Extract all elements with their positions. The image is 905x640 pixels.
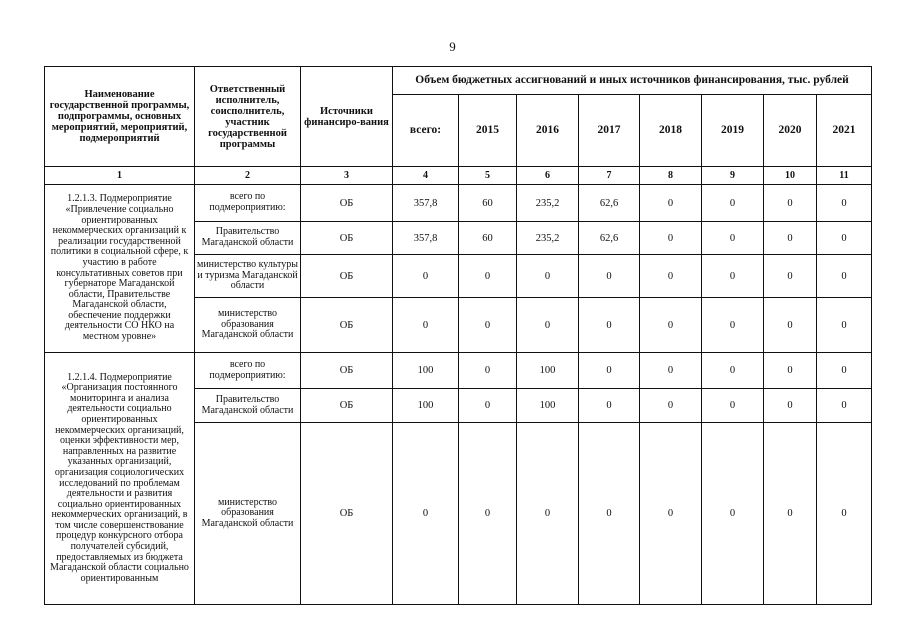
value-cell: 0 — [640, 255, 702, 298]
value-cell: 0 — [640, 298, 702, 353]
value-cell: 100 — [393, 389, 459, 423]
value-cell: 0 — [517, 298, 579, 353]
value-cell: 0 — [817, 353, 872, 389]
value-cell: 0 — [579, 353, 640, 389]
header-name: Наименование государственной программы, подпрограммы, основных мероприятий, мероприятий, подмероприятий — [45, 67, 195, 167]
source-cell: ОБ — [301, 423, 393, 605]
value-cell: 0 — [702, 298, 764, 353]
value-cell: 0 — [579, 389, 640, 423]
column-number: 3 — [301, 167, 393, 185]
value-cell: 0 — [817, 389, 872, 423]
value-cell: 357,8 — [393, 185, 459, 222]
column-numbers-row — [45, 167, 872, 185]
executor-cell: министерство образования Магаданской области — [195, 298, 301, 353]
value-cell: 0 — [764, 423, 817, 605]
source-cell: ОБ — [301, 222, 393, 255]
executor-cell: Правительство Магаданской области — [195, 222, 301, 255]
value-cell: 62,6 — [579, 222, 640, 255]
executor-cell: Правительство Магаданской области — [195, 389, 301, 423]
value-cell: 0 — [702, 255, 764, 298]
page-number: 9 — [449, 39, 456, 54]
value-cell: 0 — [459, 353, 517, 389]
value-cell: 0 — [817, 222, 872, 255]
value-cell: 62,6 — [579, 185, 640, 222]
column-number: 7 — [579, 167, 640, 185]
column-number: 5 — [459, 167, 517, 185]
value-cell: 0 — [764, 389, 817, 423]
source-cell: ОБ — [301, 185, 393, 222]
measure-name-cell: 1.2.1.4. Подмероприятие «Организация постоянного мониторинга и анализа деятельности социально ориентированных некоммерческих организаций, оценки эффективности мер, направленных на развитие указанных организаций, организация социологических исследований по проблемам деятельности и развития социально ориентированных некоммерческих организаций, в том числе совершенствование процедур конкурсного отбора получателей субсидий, предоставляемых из бюджета Магаданской области социально ориентированным — [45, 353, 195, 605]
source-cell: ОБ — [301, 255, 393, 298]
value-cell: 0 — [640, 185, 702, 222]
value-cell: 100 — [393, 353, 459, 389]
header-year: 2020 — [764, 95, 817, 167]
header-year: 2016 — [517, 95, 579, 167]
value-cell: 0 — [817, 185, 872, 222]
value-cell: 0 — [579, 255, 640, 298]
value-cell: 0 — [764, 222, 817, 255]
value-cell: 0 — [817, 423, 872, 605]
value-cell: 0 — [459, 389, 517, 423]
header-total: всего: — [393, 95, 459, 167]
executor-cell: всего по подмероприятию: — [195, 353, 301, 389]
value-cell: 0 — [393, 255, 459, 298]
header-year: 2018 — [640, 95, 702, 167]
column-number: 8 — [640, 167, 702, 185]
value-cell: 0 — [579, 298, 640, 353]
value-cell: 0 — [702, 222, 764, 255]
executor-cell: всего по подмероприятию: — [195, 185, 301, 222]
value-cell: 0 — [393, 298, 459, 353]
value-cell: 0 — [640, 222, 702, 255]
value-cell: 357,8 — [393, 222, 459, 255]
value-cell: 0 — [764, 353, 817, 389]
value-cell: 0 — [702, 423, 764, 605]
value-cell: 0 — [764, 185, 817, 222]
source-cell: ОБ — [301, 353, 393, 389]
value-cell: 0 — [459, 255, 517, 298]
column-number: 1 — [45, 167, 195, 185]
value-cell: 0 — [702, 185, 764, 222]
value-cell: 0 — [459, 298, 517, 353]
value-cell: 0 — [817, 255, 872, 298]
header-year: 2015 — [459, 95, 517, 167]
value-cell: 0 — [817, 298, 872, 353]
value-cell: 235,2 — [517, 222, 579, 255]
value-cell: 0 — [764, 255, 817, 298]
value-cell: 0 — [393, 423, 459, 605]
executor-cell: министерство культуры и туризма Магаданской области — [195, 255, 301, 298]
header-executor: Ответственный исполнитель, соисполнитель, участник государственной программы — [195, 67, 301, 167]
value-cell: 100 — [517, 353, 579, 389]
header-year: 2021 — [817, 95, 872, 167]
value-cell: 0 — [640, 353, 702, 389]
column-number: 2 — [195, 167, 301, 185]
value-cell: 0 — [640, 423, 702, 605]
value-cell: 0 — [579, 423, 640, 605]
header-year: 2017 — [579, 95, 640, 167]
budget-table — [44, 66, 872, 605]
value-cell: 235,2 — [517, 185, 579, 222]
executor-cell: министерство образования Магаданской области — [195, 423, 301, 605]
value-cell: 0 — [640, 389, 702, 423]
value-cell: 60 — [459, 222, 517, 255]
value-cell: 0 — [517, 255, 579, 298]
column-number: 9 — [702, 167, 764, 185]
header-year: 2019 — [702, 95, 764, 167]
table-row — [45, 353, 872, 389]
value-cell: 60 — [459, 185, 517, 222]
value-cell: 0 — [702, 389, 764, 423]
value-cell: 0 — [702, 353, 764, 389]
column-number: 4 — [393, 167, 459, 185]
value-cell: 0 — [459, 423, 517, 605]
value-cell: 0 — [764, 298, 817, 353]
header-source: Источники финансиро-вания — [301, 67, 393, 167]
value-cell: 0 — [517, 423, 579, 605]
column-number: 11 — [817, 167, 872, 185]
value-cell: 100 — [517, 389, 579, 423]
measure-name-cell: 1.2.1.3. Подмероприятие «Привлечение социально ориентированных некоммерческих организаций к реализации государственной политики в социальной сфере, к участию в работе консультативных советов при губернаторе Магаданской области, Правительстве Магаданской области, обеспечение поддержки деятельности СО НКО на местном уровне» — [45, 185, 195, 353]
column-number: 10 — [764, 167, 817, 185]
column-number: 6 — [517, 167, 579, 185]
source-cell: ОБ — [301, 389, 393, 423]
header-budget-group: Объем бюджетных ассигнований и иных источников финансирования, тыс. рублей — [393, 67, 872, 95]
table-row — [45, 185, 872, 222]
source-cell: ОБ — [301, 298, 393, 353]
